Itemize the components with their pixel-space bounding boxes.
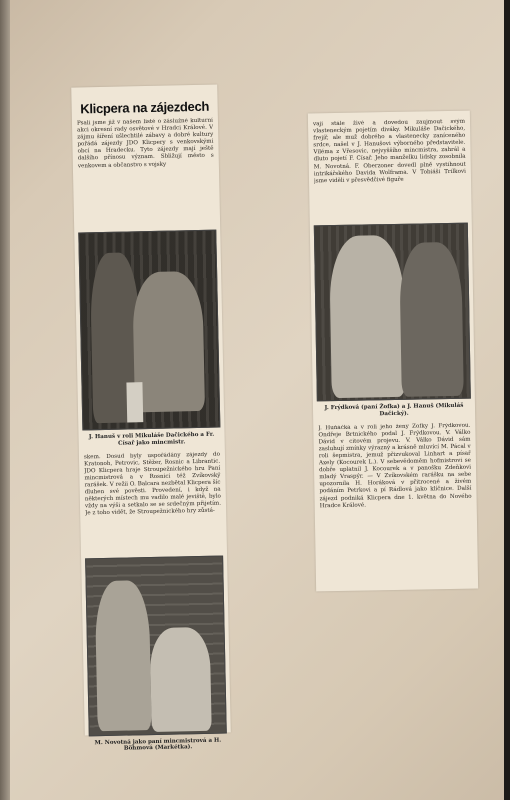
- photo-1-caption: J. Hanuš v roli Mikuláše Dačického a Fr. Císař jako mincmistr.: [88, 431, 215, 447]
- article-continuation-paragraph: vají stále živé a dovedou zaujmout svým vlasteneckým pojetím diváky. Mikuláše Dačického, frejíř, ale muž dobrého a vlastenecky zaníceného srdce, našel v J. Hanušovi výborného představitele. Viléma z Vřesovic, nejvyššího mincmistra, zahrál a dluto pojetí F. Císař. Jeho manželku lidsky zosobnila M. Novotná. F. Oberzoner dovedl plně vystihnout intrikářského Davida Wolframa. V Tobiáši Trilkovi jsme viděli v přesvědčivé figuře: [312, 118, 466, 185]
- stage-photo-1: [78, 230, 220, 431]
- article-paragraph-2: skem. Dosud byly uspořádány zájezdy do Kratonoh, Petrovic, Stěžer, Rosnic a Librantic. JDO Klicpera hraje Stroupežnického hru Paní mincmistrová a v Rosnici též Zvíkovský rarášek. V režii O. Balcara nezbětal Klicpera šíc dluhen své pověsti. Provedení, i když na některých místech mu vadilo malé jeviště, bylo vždy na výši a setkalo se se srdečným přijetím. Je z toho vidět, že Stroupežnického hry zůstá-: [83, 451, 222, 517]
- clipping-headline: Klicpera na zájezdech: [80, 98, 210, 117]
- stage-photo-3: [314, 223, 471, 402]
- left-newspaper-clipping: [71, 85, 231, 753]
- stage-photo-2: [85, 555, 227, 736]
- article-paragraph-1: Psali jsme již v našem listě o záslužné kulturní akci okresní rady osvětové v Hradci Králové. V zájmu šíření ušlechtilé zábavy a dobré kultury pořádá zájezdy JDO Klicpery s venkovskými obcí na Hradecku. Tyto zájezdy mají ještě dalšího přínosu význam. Sbližují město s venkovem a občanstvo s vojsky: [76, 117, 214, 170]
- article-closing-paragraph: J. Huňáčka a v roli jeho ženy Žofky J. Frýdkovou. Ondřeje Brtnického podal J. Frýdkovou. V. Válko Dávid v citovém projevu. V. Válko Dávid sám zasluhují zmínky výrazný a krásně mluvící M. Pácal v roli šepmistra, jemuž přizvukoval Linhart a písař Axely (Kocourek L.). V sebevědoměm hofmistrovi se dobře uplatnil J. Kocourek a v panošku Zdeňkovi mladý Vraspýr. — V Zvíkovském rarášku na sebe upozornila H. Horáková v přitrocené a živém podáním Petrkovi a pí Rádlová jako klíčnice. Další zájezd podniká Klicpera dne 1. května do Nového Hradce Králové.: [318, 422, 472, 509]
- photo-3-caption: J. Frýdková (paní Žofka) a J. Hanuš (Mikuláš Dačický).: [324, 402, 464, 418]
- photo-2-caption: M. Novotná jako paní mincmistrová a H. Böhmová (Markétka).: [94, 737, 222, 753]
- page-edge-shadow: [504, 0, 510, 800]
- album-binding: [0, 0, 10, 800]
- right-newspaper-clipping: [308, 111, 478, 592]
